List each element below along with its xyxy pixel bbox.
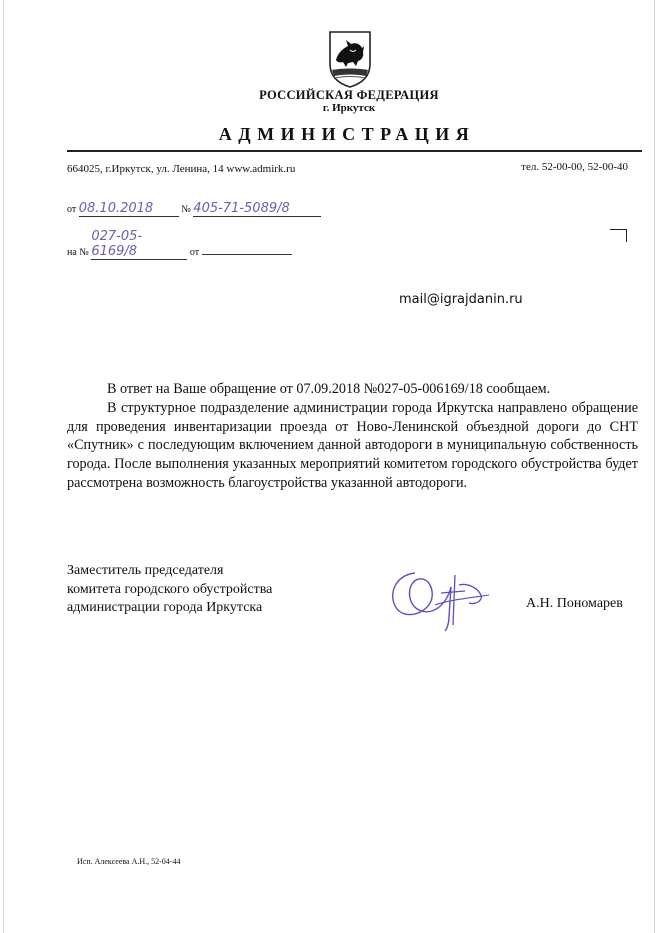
organization-title: АДМИНИСТРАЦИЯ	[218, 124, 476, 144]
reply-number-label: на №	[67, 247, 89, 258]
letter-body	[67, 380, 638, 493]
signatory-name: А.Н. Пономарев	[526, 596, 623, 611]
handwritten-signature	[385, 565, 495, 633]
incoming-reference	[67, 229, 292, 260]
recipient-email: mail@igrajdanin.ru	[399, 292, 523, 307]
outgoing-date: 08.10.2018	[79, 201, 179, 217]
position-line-1: Заместитель председателя	[67, 563, 224, 578]
body-paragraph-2: В структурное подразделение администрации города Иркутска направлено обращение для проведения инвентаризации проезда от Ново-Ленинской объездной дороги до СНТ «Спутник» с последующим включением данной автодороги в муниципальную собственность города. После выполнения указанных мероприятий комитетом городского обустройства будет рассмотрена возможность благоустройства указанной автодороги.	[67, 399, 638, 491]
page-edge-left	[3, 0, 4, 933]
executor-note: Исп. Алексеева А.Н., 52-04-44	[77, 857, 181, 866]
body-paragraph-1: В ответ на Ваше обращение от 07.09.2018 №027-05-006169/18 сообщаем.	[107, 381, 551, 397]
position-line-2: комитета городского обустройства	[67, 581, 273, 597]
from-label: от	[67, 204, 77, 215]
reply-from-label: от	[189, 247, 200, 258]
address-line: 664025, г.Иркутск, ул. Ленина, 14 www.admirk.ru	[67, 163, 296, 175]
reply-number: 027-05-6169/8	[91, 229, 187, 260]
position-line-3: администрации города Иркутска	[67, 600, 263, 615]
phone-line: тел. 52-00-00, 52-00-40	[521, 161, 628, 173]
number-label: №	[181, 204, 191, 215]
outgoing-number: 405-71-5089/8	[193, 201, 321, 217]
address-block-corner	[610, 229, 627, 242]
country-title: РОССИЙСКАЯ ФЕДЕРАЦИЯ	[259, 88, 439, 102]
reply-date-blank	[202, 254, 292, 255]
outgoing-reference	[67, 201, 321, 217]
city-title: г. Иркутск	[322, 102, 376, 114]
coat-of-arms-icon	[326, 30, 374, 88]
signatory-position	[67, 562, 272, 618]
header-divider	[67, 150, 642, 152]
